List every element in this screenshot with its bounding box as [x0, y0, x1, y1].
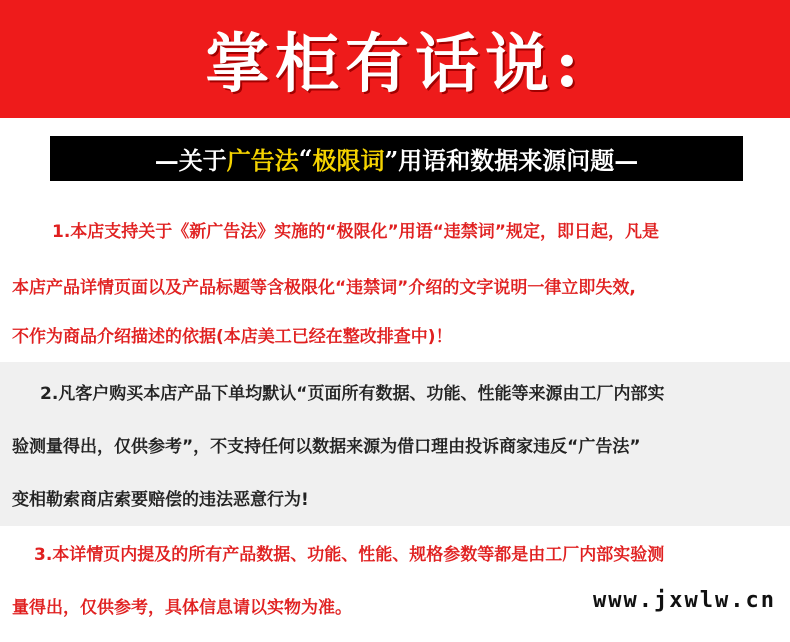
notice-line: 3.本详情页内提及的所有产品数据、功能、性能、规格参数等都是由工厂内部实验测: [34, 545, 665, 565]
notice-section-3: [0, 526, 790, 642]
page-title: 掌柜有话说:: [205, 27, 585, 102]
notice-line: 本店产品详情页面以及产品标题等含极限化“违禁词”介绍的文字说明一律立即失效,: [12, 278, 636, 298]
subtitle-text-2: “: [298, 144, 313, 173]
notice-section-1: [0, 200, 790, 360]
header-banner: [0, 0, 790, 118]
notice-line: 变相勒索商店索要赔偿的违法恶意行为!: [12, 490, 309, 510]
subtitle-text-1: —关于: [154, 146, 227, 175]
notice-section-2: [0, 362, 790, 526]
notice-line: 量得出，仅供参考，具体信息请以实物为准。: [12, 598, 352, 618]
site-watermark: www.jxwlw.cn: [593, 588, 776, 613]
subtitle-highlight-extreme-words: 极限词: [312, 146, 385, 175]
notice-line: 不作为商品介绍描述的依据(本店美工已经在整改排查中)！: [12, 327, 453, 347]
subtitle-bar: [50, 136, 743, 181]
notice-line: 验测量得出，仅供参考”，不支持任何以数据来源为借口理由投诉商家违反“广告法”: [12, 437, 641, 457]
notice-line: 2.凡客户购买本店产品下单均默认“页面所有数据、功能、性能等来源由工厂内部实: [40, 384, 665, 404]
subtitle-highlight-ad-law: 广告法: [226, 146, 299, 175]
subtitle-text-3: ”用语和数据来源问题—: [384, 146, 639, 175]
notice-line: 1.本店支持关于《新广告法》实施的“极限化”用语“违禁词”规定，即日起，凡是: [52, 222, 659, 242]
